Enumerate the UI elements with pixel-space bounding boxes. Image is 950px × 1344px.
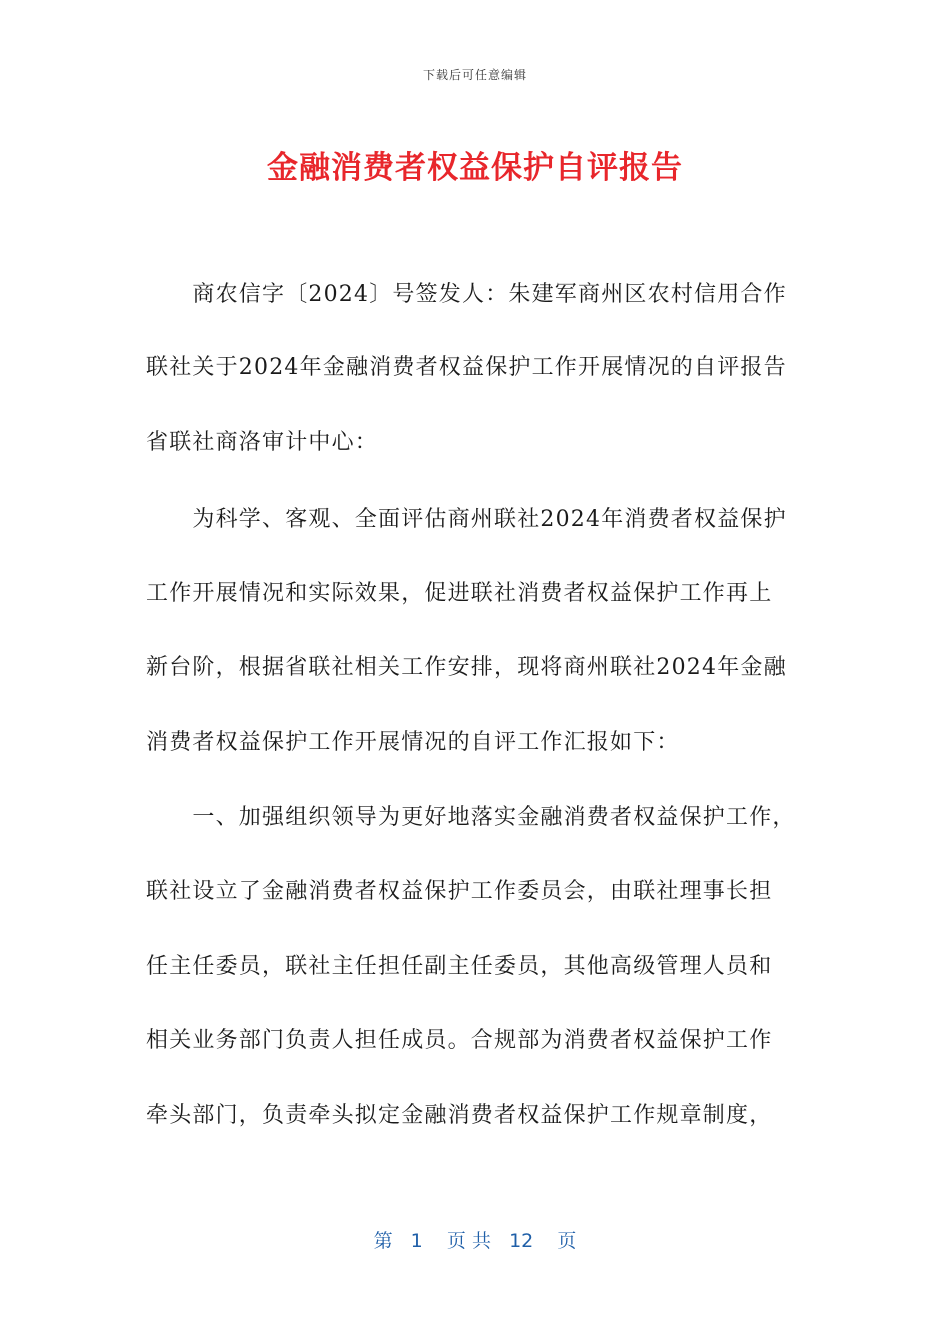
header-note: 下载后可任意编辑 xyxy=(422,68,527,82)
body-line: 新台阶，根据省联社相关工作安排，现将商州联社2024年金融 xyxy=(146,655,787,680)
body-line: 工作开展情况和实际效果，促进联社消费者权益保护工作再上 xyxy=(146,581,773,606)
body-line: 相关业务部门负责人担任成员。合规部为消费者权益保护工作 xyxy=(146,1028,773,1053)
body-line: 牵头部门，负责牵头拟定金融消费者权益保护工作规章制度， xyxy=(146,1103,773,1128)
body-line: 任主任委员，联社主任担任副主任委员，其他高级管理人员和 xyxy=(146,954,773,979)
body-line: 省联社商洛审计中心： xyxy=(146,430,379,455)
body-line: 联社关于2024年金融消费者权益保护工作开展情况的自评报告 xyxy=(146,355,787,380)
body-line: 为科学、客观、全面评估商州联社2024年消费者权益保护 xyxy=(146,507,787,532)
body-line: 商农信字〔2024〕号签发人：朱建军商州区农村信用合作 xyxy=(146,282,787,307)
page-number-footer: 第 1 页 共 12 页 xyxy=(373,1230,577,1252)
body-line: 一、加强组织领导为更好地落实金融消费者权益保护工作， xyxy=(146,805,796,830)
body-line: 消费者权益保护工作开展情况的自评工作汇报如下： xyxy=(146,730,680,755)
body-line: 联社设立了金融消费者权益保护工作委员会，由联社理事长担 xyxy=(146,879,773,904)
document-title: 金融消费者权益保护自评报告 xyxy=(267,150,683,186)
